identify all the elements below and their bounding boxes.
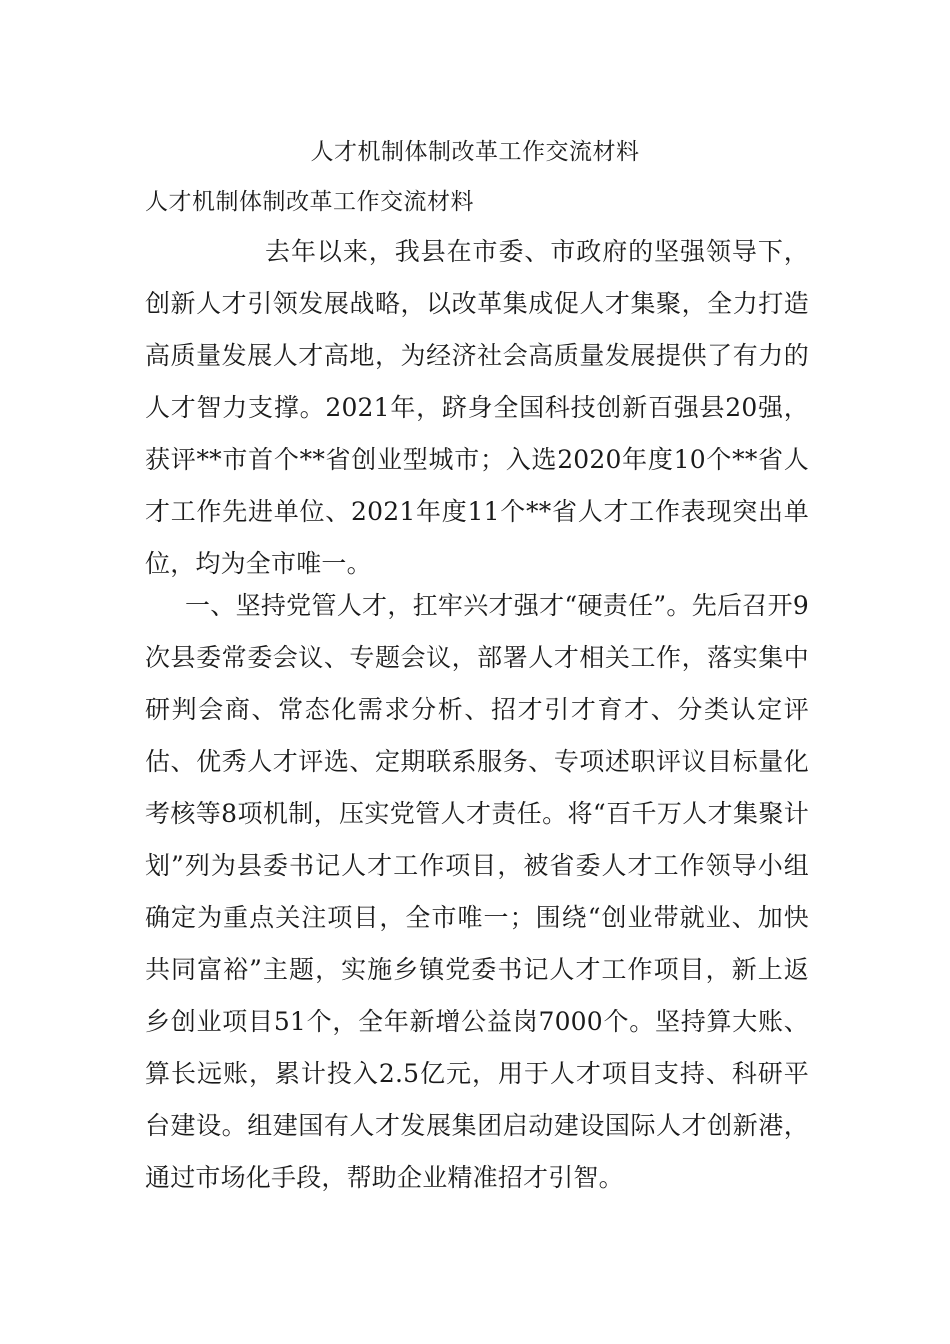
document-subtitle: 人才机制体制改革工作交流材料 [145,189,474,215]
document-title: 人才机制体制改革工作交流材料 [310,139,640,165]
paragraph-section-1: 一、坚持党管人才，扛牢兴才强才“硬责任”。先后召开9次县委常委会议、专题会议，部署人才相关工作，落实集中研判会商、常态化需求分析、招才引才育才、分类认定评估、优秀人才评选、定期联系服务、专项述职评议目标量化考核等8项机制，压实党管人才责任。将“百千万人才集聚计划”列为县委书记人才工作项目，被省委人才工作领导小组确定为重点关注项目，全市唯一；围绕“创业带就业、加快共同富裕”主题，实施乡镇党委书记人才工作项目，新上返乡创业项目51个，全年新增公益岗7000个。坚持算大账、算长远账，累计投入2.5亿元，用于人才项目支持、科研平台建设。组建国有人才发展集团启动建设国际人才创新港，通过市场化手段，帮助企业精准招才引智。 [145,591,809,1192]
paragraph-intro: 去年以来，我县在市委、市政府的坚强领导下，创新人才引领发展战略，以改革集成促人才集聚，全力打造高质量发展人才高地，为经济社会高质量发展提供了有力的人才智力支撑。2021年，跻身全国科技创新百强县20强，获评**市首个**省创业型城市；入选2020年度10个**省人才工作先进单位、2021年度11个**省人才工作表现突出单位，均为全市唯一。 [145,237,809,578]
